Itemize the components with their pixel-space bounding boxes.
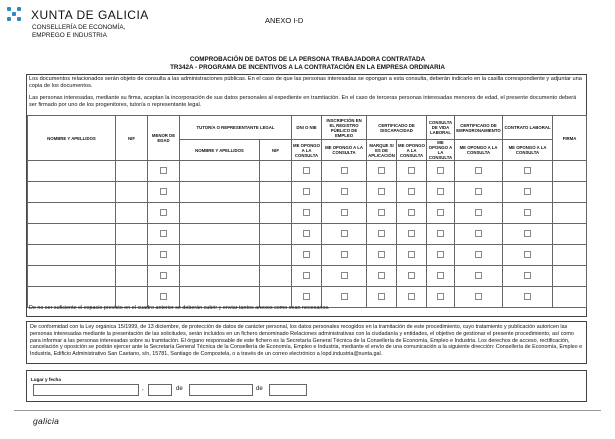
minor-checkbox[interactable] <box>160 167 167 174</box>
contract-oppose-cell <box>503 287 553 308</box>
minor-cell <box>148 182 180 203</box>
tutor-nif-cell[interactable] <box>260 161 292 182</box>
dni-oppose-cell <box>292 224 322 245</box>
contract-oppose-checkbox[interactable] <box>524 209 531 216</box>
work-life-oppose-cell <box>427 203 455 224</box>
nif-cell[interactable] <box>116 224 148 245</box>
disability-oppose-checkbox[interactable] <box>408 230 415 237</box>
disability-mark-cell <box>367 266 397 287</box>
contract-oppose-cell <box>503 266 553 287</box>
header-tutor-group: TUTOR/A O REPRESENTANTE LEGAL <box>180 116 292 140</box>
census-oppose-cell <box>455 245 503 266</box>
dni-oppose-checkbox[interactable] <box>303 230 310 237</box>
place-field[interactable] <box>33 384 139 396</box>
work-life-oppose-cell <box>427 161 455 182</box>
disability-oppose-cell <box>397 224 427 245</box>
tutor-nif-cell[interactable] <box>260 203 292 224</box>
header-unemployment: INSCRIPCIÓN EN EL REGISTRO PÚBLICO DE EMPLEO <box>322 116 367 140</box>
census-oppose-cell <box>455 224 503 245</box>
census-oppose-cell <box>455 161 503 182</box>
tutor-name-cell[interactable] <box>180 266 260 287</box>
header-dni: DNI O NIE <box>292 116 322 140</box>
nif-cell[interactable] <box>116 182 148 203</box>
header-census: CERTIFICADO DE EMPADRONAMIENTO <box>455 116 503 140</box>
header-census-oppose: ME OPONGO A LA CONSULTA <box>455 140 503 161</box>
nif-cell[interactable] <box>116 203 148 224</box>
minor-checkbox[interactable] <box>160 272 167 279</box>
tutor-name-cell[interactable] <box>180 245 260 266</box>
header-tutor-name: NOMBRE Y APELLIDOS <box>180 140 260 161</box>
census-oppose-checkbox[interactable] <box>475 209 482 216</box>
intro-paragraph-2: Las personas interesadas, mediante su firma, aceptan la incorporación de sus datos personales al expediente en tramitación. En el caso de terceras personas interesadas menores de edad, el presente documento deberá ser firmado por uno de los progenitores, tutor/a o representante legal. <box>29 95 577 108</box>
contract-oppose-cell <box>503 161 553 182</box>
contract-oppose-checkbox[interactable] <box>524 167 531 174</box>
persons-table <box>27 115 587 308</box>
galicia-footer-logo: galicia <box>33 416 60 426</box>
header-disability-oppose: ME OPONGO A LA CONSULTA <box>397 140 427 161</box>
census-oppose-cell <box>455 182 503 203</box>
unemployment-oppose-cell <box>322 245 367 266</box>
work-life-oppose-checkbox[interactable] <box>437 293 444 300</box>
header-disability: CERTIFICADO DE DISCAPACIDAD <box>367 116 427 140</box>
de-separator-1: de <box>176 386 183 392</box>
name-cell[interactable] <box>28 266 116 287</box>
disability-oppose-checkbox[interactable] <box>408 272 415 279</box>
disability-oppose-cell <box>397 203 427 224</box>
work-life-oppose-cell <box>427 287 455 308</box>
name-cell[interactable] <box>28 161 116 182</box>
minor-cell <box>148 203 180 224</box>
dni-oppose-checkbox[interactable] <box>303 272 310 279</box>
unemployment-oppose-checkbox[interactable] <box>341 188 348 195</box>
census-oppose-checkbox[interactable] <box>475 272 482 279</box>
contract-oppose-checkbox[interactable] <box>524 272 531 279</box>
annex-label: ANEXO I-D <box>265 16 304 25</box>
disability-oppose-cell <box>397 287 427 308</box>
unemployment-oppose-checkbox[interactable] <box>341 272 348 279</box>
disability-oppose-cell <box>397 182 427 203</box>
census-oppose-checkbox[interactable] <box>475 188 482 195</box>
census-oppose-checkbox[interactable] <box>475 230 482 237</box>
department-line-2: EMPREGO E INDUSTRIA <box>32 32 107 39</box>
name-cell[interactable] <box>28 224 116 245</box>
comma-separator: , <box>142 386 144 392</box>
minor-cell <box>148 224 180 245</box>
data-protection-notice: De conformidad con la Ley orgánica 15/1999, de 13 diciembre, de protección de datos de carácter personal, los datos personales recogidos en la tramitación de este procedimiento, cuyo tratamiento y publicación autoricen las personas interesadas mediante la presentación de las solicitudes, serán incluidos en un fichero denominado Relaciones administrativas con la ciudadanía y entidades, el objetivo de gestionar el presente procedimiento, así como para informar a las personas interesadas sobre su tramitación. El órgano responsable de este fichero es la Secretaría General Técnica de la Consellería de Economía, Empleo e Industria. Los derechos de acceso, rectificación, cancelación y oposición se podrán ejercer ante la Secretaría General Técnica de la Consellería de Economía, Empleo e Industria, mediante el envío de una comunicación a la siguiente dirección: Consellería de Economía, Empleo e Industria, Edificio Administrativo San Caetano, s/n, 15781, Santiago de Compostela, o a través de un correo electrónico a lopd.industria@xunta.gal. <box>26 321 587 364</box>
minor-cell <box>148 266 180 287</box>
month-field[interactable] <box>189 384 253 396</box>
contract-oppose-checkbox[interactable] <box>524 230 531 237</box>
census-oppose-cell <box>455 266 503 287</box>
dni-oppose-checkbox[interactable] <box>303 293 310 300</box>
dni-oppose-checkbox[interactable] <box>303 188 310 195</box>
disability-oppose-cell <box>397 245 427 266</box>
unemployment-oppose-checkbox[interactable] <box>341 293 348 300</box>
nif-cell[interactable] <box>116 245 148 266</box>
minor-checkbox[interactable] <box>160 251 167 258</box>
brand-name: XUNTA DE GALICIA <box>31 8 149 22</box>
signature-cell[interactable] <box>553 266 587 287</box>
contract-oppose-cell <box>503 182 553 203</box>
signature-cell[interactable] <box>553 287 587 308</box>
intro-paragraph-1: Los documentos relacionados serán objeto de consulta a las administraciones públicas. En el caso de que las personas interesadas se opongan a esta consulta, deberán indicarlo en la casilla correspondiente y adjuntar una copia de los documentos. <box>29 76 582 89</box>
signature-cell[interactable] <box>553 224 587 245</box>
work-life-oppose-cell <box>427 182 455 203</box>
consent-form-box <box>26 74 587 317</box>
census-oppose-checkbox[interactable] <box>475 251 482 258</box>
header-contract-oppose: ME OPONGO A LA CONSULTA <box>503 140 553 161</box>
table-row <box>28 203 587 224</box>
minor-cell <box>148 245 180 266</box>
tutor-nif-cell[interactable] <box>260 224 292 245</box>
de-separator-2: de <box>256 386 263 392</box>
unemployment-oppose-checkbox[interactable] <box>341 209 348 216</box>
disability-mark-cell <box>367 203 397 224</box>
tutor-nif-cell[interactable] <box>260 266 292 287</box>
work-life-oppose-checkbox[interactable] <box>437 188 444 195</box>
tutor-name-cell[interactable] <box>180 203 260 224</box>
footer-divider <box>14 410 601 411</box>
table-row <box>28 224 587 245</box>
disability-mark-checkbox[interactable] <box>378 251 385 258</box>
census-oppose-checkbox[interactable] <box>475 167 482 174</box>
unemployment-oppose-cell <box>322 266 367 287</box>
disability-oppose-checkbox[interactable] <box>408 209 415 216</box>
disability-oppose-checkbox[interactable] <box>408 167 415 174</box>
day-field[interactable] <box>148 384 172 396</box>
disability-mark-cell <box>367 245 397 266</box>
name-cell[interactable] <box>28 245 116 266</box>
unemployment-oppose-checkbox[interactable] <box>341 230 348 237</box>
dni-oppose-cell <box>292 245 322 266</box>
table-row <box>28 182 587 203</box>
unemployment-oppose-cell <box>322 224 367 245</box>
header-nif: NIF <box>116 116 148 161</box>
census-oppose-cell <box>455 287 503 308</box>
work-life-oppose-checkbox[interactable] <box>437 209 444 216</box>
document-subtitle: TR342A - PROGRAMA DE INCENTIVOS A LA CONTRATACIÓN EN LA EMPRESA ORDINARIA <box>170 64 445 71</box>
dni-oppose-cell <box>292 203 322 224</box>
work-life-oppose-cell <box>427 245 455 266</box>
persons-table-body <box>28 161 587 308</box>
signature-cell[interactable] <box>553 161 587 182</box>
work-life-oppose-checkbox[interactable] <box>437 167 444 174</box>
disability-oppose-cell <box>397 266 427 287</box>
disability-mark-checkbox[interactable] <box>378 188 385 195</box>
disability-oppose-checkbox[interactable] <box>408 293 415 300</box>
contract-oppose-checkbox[interactable] <box>524 293 531 300</box>
disability-mark-cell <box>367 287 397 308</box>
disability-mark-checkbox[interactable] <box>378 167 385 174</box>
disability-oppose-checkbox[interactable] <box>408 251 415 258</box>
tutor-name-cell[interactable] <box>180 224 260 245</box>
disability-oppose-checkbox[interactable] <box>408 188 415 195</box>
signature-cell[interactable] <box>553 245 587 266</box>
department-line-1: CONSELLERÍA DE ECONOMÍA, <box>32 24 126 31</box>
contract-oppose-cell <box>503 203 553 224</box>
footnote: De no ser suficiente el espacio previsto en el cuadro anterior se deberán cubrir y enviar tantos anexos como sean necesarios. <box>29 305 330 311</box>
header-tutor-nif: NIF <box>260 140 292 161</box>
dni-oppose-cell <box>292 182 322 203</box>
xunta-logo-icon <box>7 7 22 22</box>
dni-oppose-checkbox[interactable] <box>303 167 310 174</box>
census-oppose-checkbox[interactable] <box>475 293 482 300</box>
dni-oppose-checkbox[interactable] <box>303 209 310 216</box>
place-date-section <box>26 370 587 402</box>
disability-mark-checkbox[interactable] <box>378 293 385 300</box>
work-life-oppose-checkbox[interactable] <box>437 272 444 279</box>
header-unemployment-oppose: ME OPONGO A LA CONSULTA <box>322 140 367 161</box>
table-row <box>28 245 587 266</box>
minor-checkbox[interactable] <box>160 188 167 195</box>
unemployment-oppose-cell <box>322 203 367 224</box>
table-row <box>28 161 587 182</box>
work-life-oppose-cell <box>427 266 455 287</box>
header-signature: FIRMA <box>553 116 587 161</box>
header-dni-oppose: ME OPONGO A LA CONSULTA <box>292 140 322 161</box>
place-date-label: Lugar y fecha <box>31 377 61 382</box>
dni-oppose-cell <box>292 161 322 182</box>
work-life-oppose-checkbox[interactable] <box>437 230 444 237</box>
unemployment-oppose-cell <box>322 161 367 182</box>
year-field[interactable] <box>269 384 307 396</box>
contract-oppose-cell <box>503 224 553 245</box>
minor-cell <box>148 161 180 182</box>
header-name: NOMBRE Y APELLIDOS <box>28 116 116 161</box>
dni-oppose-cell <box>292 266 322 287</box>
header-work-life-oppose: ME OPONGO A LA CONSULTA <box>427 140 455 161</box>
document-title: COMPROBACIÓN DE DATOS DE LA PERSONA TRABAJADORA CONTRATADA <box>189 56 426 63</box>
work-life-oppose-checkbox[interactable] <box>437 251 444 258</box>
tutor-name-cell[interactable] <box>180 161 260 182</box>
tutor-nif-cell[interactable] <box>260 182 292 203</box>
work-life-oppose-cell <box>427 224 455 245</box>
header-minor: MENOR DE EDAD <box>148 116 180 161</box>
header-disability-mark: MARQUE SI ES DE APLICACIÓN <box>367 140 397 161</box>
minor-checkbox[interactable] <box>160 230 167 237</box>
contract-oppose-checkbox[interactable] <box>524 251 531 258</box>
unemployment-oppose-checkbox[interactable] <box>341 251 348 258</box>
unemployment-oppose-checkbox[interactable] <box>341 167 348 174</box>
signature-cell[interactable] <box>553 203 587 224</box>
disability-mark-cell <box>367 161 397 182</box>
header-work-life: CONSULTA DE VIDA LABORAL <box>427 116 455 140</box>
disability-mark-checkbox[interactable] <box>378 272 385 279</box>
contract-oppose-checkbox[interactable] <box>524 188 531 195</box>
tutor-name-cell[interactable] <box>180 182 260 203</box>
nif-cell[interactable] <box>116 161 148 182</box>
header-contract: CONTRATO LABORAL <box>503 116 553 140</box>
name-cell[interactable] <box>28 203 116 224</box>
signature-cell[interactable] <box>553 182 587 203</box>
disability-oppose-cell <box>397 161 427 182</box>
disability-mark-cell <box>367 182 397 203</box>
nif-cell[interactable] <box>116 266 148 287</box>
unemployment-oppose-cell <box>322 182 367 203</box>
dni-oppose-checkbox[interactable] <box>303 251 310 258</box>
name-cell[interactable] <box>28 182 116 203</box>
table-row <box>28 266 587 287</box>
disability-mark-checkbox[interactable] <box>378 230 385 237</box>
disability-mark-cell <box>367 224 397 245</box>
tutor-nif-cell[interactable] <box>260 245 292 266</box>
disability-mark-checkbox[interactable] <box>378 209 385 216</box>
contract-oppose-cell <box>503 245 553 266</box>
census-oppose-cell <box>455 203 503 224</box>
minor-checkbox[interactable] <box>160 293 167 300</box>
minor-checkbox[interactable] <box>160 209 167 216</box>
